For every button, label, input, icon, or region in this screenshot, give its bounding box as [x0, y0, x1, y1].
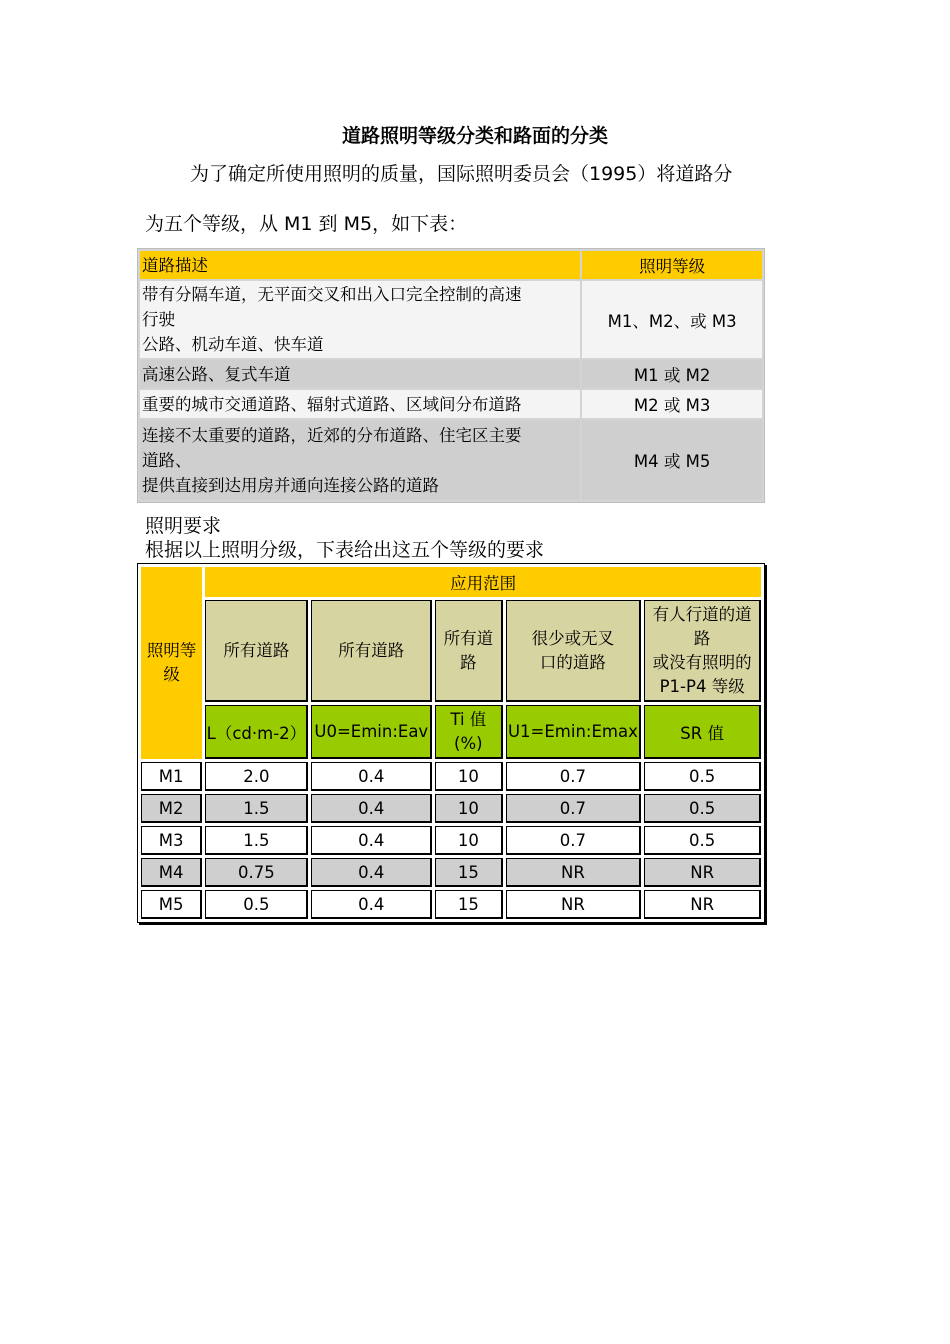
sr-cell: NR: [644, 858, 761, 887]
lighting-grade-cell: M1、M2、或 M3: [582, 281, 762, 358]
luminance-cell: 1.5: [205, 826, 308, 855]
sr-cell: 0.5: [644, 762, 761, 791]
scope-header-cell: 很少或无叉 口的道路: [506, 600, 642, 702]
u0-cell: 0.4: [311, 826, 432, 855]
description-line: 带有分隔车道，无平面交叉和出入口完全控制的高速: [142, 285, 522, 304]
scope-header-cell: 有人行道的道 路 或没有照明的 P1-P4 等级: [644, 600, 761, 702]
table-row: [140, 420, 762, 500]
description-line: 连接不太重要的道路，近郊的分布道路、住宅区主要: [142, 425, 522, 445]
lighting-grade-cell: M2 或 M3: [582, 390, 762, 418]
road-description-table: [137, 248, 765, 503]
u0-cell: 0.4: [311, 762, 432, 791]
header-lighting-grade: 照明等级: [582, 251, 762, 279]
table-row: [140, 390, 762, 418]
luminance-cell: 2.0: [205, 762, 308, 791]
road-description-cell: [140, 390, 580, 418]
table-row: [140, 360, 762, 388]
u1-cell: 0.7: [506, 826, 642, 855]
ti-cell: 10: [435, 794, 502, 823]
grade-cell: M3: [141, 826, 202, 855]
description-line: 行驶: [142, 310, 175, 329]
luminance-cell: 0.5: [205, 890, 308, 919]
lighting-grade-cell: M1 或 M2: [582, 360, 762, 388]
u1-cell: NR: [506, 858, 642, 887]
u0-cell: 0.4: [311, 858, 432, 887]
grade-cell: M2: [141, 794, 202, 823]
header-road-description: 道路描述: [140, 251, 580, 279]
scope-header-cell: 所有道路: [205, 600, 308, 702]
grade-cell: M1: [141, 762, 202, 791]
u1-cell: NR: [506, 890, 642, 919]
header-lighting-grade: [141, 567, 202, 759]
grade-cell: M4: [141, 858, 202, 887]
document-title: 道路照明等级分类和路面的分类: [341, 125, 608, 147]
scope-header-cell: 所有道路: [311, 600, 432, 702]
description-line: 道路、: [142, 450, 192, 470]
luminance-cell: 1.5: [205, 794, 308, 823]
requirements-intro-text: 根据以上照明分级，下表给出这五个等级的要求: [145, 539, 545, 561]
table-row: [141, 762, 761, 791]
ti-cell: 10: [435, 826, 502, 855]
ti-cell: 10: [435, 762, 502, 791]
road-description-cell: [140, 281, 580, 358]
table-row: [141, 826, 761, 855]
description-line: 重要的城市交通道路、辐射式道路、区域间分布道路: [142, 394, 522, 414]
u0-cell: 0.4: [311, 890, 432, 919]
lighting-grade-cell: M4 或 M5: [582, 420, 762, 500]
lighting-requirements-label: 照明要求: [145, 515, 222, 537]
description-line: 公路、机动车道、快车道: [142, 335, 324, 354]
road-description-cell: [140, 420, 580, 500]
table-row: [141, 858, 761, 887]
road-description-cell: [140, 360, 580, 388]
description-line: 高速公路、复式车道: [142, 364, 291, 384]
table-row: [141, 794, 761, 823]
param-header-cell: U1=Emin:Emax: [506, 705, 642, 759]
intro-paragraph-line-1: 为了确定所使用照明的质量，国际照明委员会（1995）将道路分: [190, 163, 733, 185]
u1-cell: 0.7: [506, 762, 642, 791]
intro-paragraph-line-2: 为五个等级，从 M1 到 M5，如下表：: [145, 213, 468, 235]
grade-cell: M5: [141, 890, 202, 919]
sr-cell: 0.5: [644, 826, 761, 855]
param-header-cell: U0=Emin:Eav: [311, 705, 432, 759]
param-header-cell: L（cd·m-2）: [205, 705, 308, 759]
u0-cell: 0.4: [311, 794, 432, 823]
lighting-requirements-table: [137, 563, 765, 923]
sr-cell: NR: [644, 890, 761, 919]
table-row: [141, 890, 761, 919]
u1-cell: 0.7: [506, 794, 642, 823]
ti-cell: 15: [435, 858, 502, 887]
scope-header-cell: 所有道 路: [435, 600, 502, 702]
sr-cell: 0.5: [644, 794, 761, 823]
grade-header-text: 照明等级: [146, 641, 197, 684]
luminance-cell: 0.75: [205, 858, 308, 887]
ti-cell: 15: [435, 890, 502, 919]
param-header-cell: Ti 值 (%): [435, 705, 502, 759]
header-application-scope: 应用范围: [205, 567, 761, 597]
description-line: 提供直接到达用房并通向连接公路的道路: [142, 475, 439, 495]
param-header-cell: SR 值: [644, 705, 761, 759]
table-row: [140, 281, 762, 358]
